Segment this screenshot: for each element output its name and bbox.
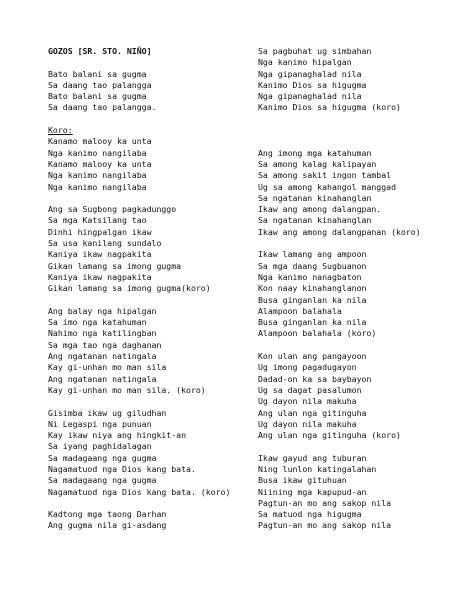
left-verse-line: Ang gugma nila gi-asdang bbox=[48, 520, 167, 531]
stanza-gap bbox=[258, 238, 421, 249]
right-verse-line: Ikaw ang among dalangpan. bbox=[258, 204, 382, 215]
right-column bbox=[258, 46, 421, 532]
left-verse-line: Kay gi-unhan mo man sila bbox=[48, 362, 167, 373]
right-verse-line: Sa pagbuhat ug simbahan bbox=[258, 46, 372, 56]
right-verse-line: Sa ngatanan kinahanglan bbox=[258, 215, 372, 226]
left-verse-line: Nagamatuod nga Dios kang bata. bbox=[48, 463, 196, 474]
left-verse-line: Gikan lamang sa imong gugma bbox=[48, 260, 182, 271]
left-verse-line: Nagamatuod nga Dios kang bata. (koro) bbox=[48, 486, 231, 497]
left-verse-line: Gisimba ikaw ug giludhan bbox=[48, 407, 167, 418]
stanza-gap bbox=[258, 114, 421, 125]
left-verse-line: Sa mga Katsilang tao bbox=[48, 215, 147, 226]
left-verse-line: Sa madagaang nga gugma bbox=[48, 452, 157, 463]
left-verse-line: Kadtong mga taong Darhan bbox=[48, 509, 167, 520]
left-verse-line: Sa imo nga katahuman bbox=[48, 317, 147, 328]
left-verse-line: Bato balani sa gugma bbox=[48, 68, 147, 79]
stanza-gap bbox=[48, 57, 230, 68]
right-verse-line: Ning lunlon katingalahan bbox=[258, 463, 377, 474]
left-verse-line: Kaniya ikaw nagpakita bbox=[48, 271, 152, 282]
right-verse-line: Busa ginganlan ka nila bbox=[258, 317, 367, 328]
left-verse-line: Sa usa kanilang sundalo bbox=[48, 238, 162, 249]
right-verse-line: Ikaw ang among dalangpanan (koro) bbox=[258, 226, 421, 237]
stanza-gap bbox=[48, 114, 230, 125]
left-verse-line: Nga kanimo nangilaba bbox=[48, 181, 147, 192]
koro-heading: Koro: bbox=[48, 125, 73, 136]
right-verse-line: Sa among sakit ingon tambal bbox=[258, 170, 392, 181]
right-verse-line: Ang imong mga katahuman bbox=[258, 147, 372, 158]
stanza-gap bbox=[48, 498, 230, 509]
left-verse-line: Dinhi hingpalgan ikaw bbox=[48, 226, 152, 237]
left-verse-line: Kanamo malooy ka unta bbox=[48, 158, 152, 169]
right-verse-line: Pagtun-an mo ang sakop nila bbox=[258, 520, 392, 531]
left-verse-line: Nga kanimo nangilaba bbox=[48, 170, 147, 181]
left-verse-line: Ang ngatanan natingala bbox=[48, 373, 157, 384]
right-verse-line: Dadad-on ka sa baybayon bbox=[258, 373, 372, 384]
right-verse-line: Busa ginganlan ka nila bbox=[258, 294, 367, 305]
right-verse-line: Sa among kalag kalipayan bbox=[258, 158, 377, 169]
stanza-gap bbox=[48, 396, 230, 407]
right-verse-line: Ikaw lamang ang ampoon bbox=[258, 249, 367, 260]
right-verse-line: Ikaw gayud ang tuburan bbox=[258, 452, 367, 463]
left-verse-line: Gikan lamang sa imong gugma(koro) bbox=[48, 283, 211, 294]
stanza-gap bbox=[258, 340, 421, 351]
right-verse-line: Nga kanimo nanagbaton bbox=[258, 271, 362, 282]
right-verse-line: Ug imong pagadugayon bbox=[258, 362, 357, 373]
left-verse-line: Sa daang tao palangga. bbox=[48, 102, 157, 113]
stanza-gap bbox=[48, 193, 230, 204]
stanza-gap bbox=[48, 295, 230, 306]
right-verse-line: Nga kanimo hipalgan bbox=[258, 57, 352, 68]
left-verse-line: Sa madagaang nga gugma bbox=[48, 475, 157, 486]
stanza-gap bbox=[258, 125, 421, 136]
left-verse-line: Kanamo malooy ka unta bbox=[48, 136, 152, 147]
right-verse-line: Ug sa dagat pasalumon bbox=[258, 384, 362, 395]
left-verse-line: Sa daang tao palangga bbox=[48, 79, 152, 90]
right-verse-line: Ang ulan nga gitinguha (koro) bbox=[258, 430, 401, 441]
right-verse-line: Nga gipanaghalad nila bbox=[258, 68, 362, 79]
right-verse-line: Sa mga daang Sugbuanon bbox=[258, 260, 367, 271]
right-verse-line: Nga gipanaghalad nila bbox=[258, 91, 362, 102]
document-title: GOZOS [SR. STO. NIÑO] bbox=[48, 46, 152, 56]
left-verse-line: Ni Legaspi nga punuan bbox=[48, 418, 152, 429]
left-verse-line: Bato balani sa gugma bbox=[48, 91, 147, 102]
left-verse-line: Sa iyang paghidalagan bbox=[48, 441, 152, 452]
right-verse-line: Niining mga kapupud-an bbox=[258, 486, 367, 497]
stanza-gap bbox=[258, 441, 421, 452]
right-verse-line: Kanimo Dios sa higugma bbox=[258, 79, 367, 90]
right-verse-line: Ug dayon nila makuha bbox=[258, 418, 357, 429]
left-verse-line: Nga kanimo nangilaba bbox=[48, 147, 147, 158]
left-verse-line: Ang sa Sugbong pagkadunggo bbox=[48, 204, 177, 215]
left-verse-line: Ang balay nga hipalgan bbox=[48, 305, 157, 316]
right-verse-line: Busa ikaw gituhuan bbox=[258, 475, 347, 486]
right-verse-line: Kon ulan ang pangayoon bbox=[258, 351, 367, 362]
right-verse-line: Kon naay kinahanglanon bbox=[258, 283, 367, 294]
right-verse-line: Pagtun-an mo ang sakop nila bbox=[258, 497, 392, 508]
left-verse-line: Kaniya ikaw nagpakita bbox=[48, 249, 152, 260]
right-verse-line: Ug sa among kahangol manggad bbox=[258, 181, 397, 192]
left-column bbox=[48, 46, 230, 532]
right-verse-line: Ug dayon nila makuha bbox=[258, 396, 357, 407]
right-verse-line: Ang ulan nga gitinguha bbox=[258, 407, 367, 418]
right-verse-line: Kanimo Dios sa higugma (koro) bbox=[258, 102, 401, 113]
right-verse-line: Sa matuod nga higugma bbox=[258, 509, 362, 520]
left-verse-line: Ang ngatanan natingala bbox=[48, 351, 157, 362]
left-verse-line: Kay gi-unhan mo man sila. (koro) bbox=[48, 384, 206, 395]
right-verse-line: Sa ngatanan kinahanglan bbox=[258, 192, 372, 203]
right-verse-line: Alampoon balahala (koro) bbox=[258, 328, 377, 339]
left-verse-line: Nahimo nga katilingban bbox=[48, 328, 157, 339]
stanza-gap bbox=[258, 136, 421, 147]
right-verse-line: Alampoon balahala bbox=[258, 305, 342, 316]
left-verse-line: Kay ikaw niya ang hingkit-an bbox=[48, 430, 187, 441]
left-verse-line: Sa mga tao nga daghanan bbox=[48, 339, 162, 350]
